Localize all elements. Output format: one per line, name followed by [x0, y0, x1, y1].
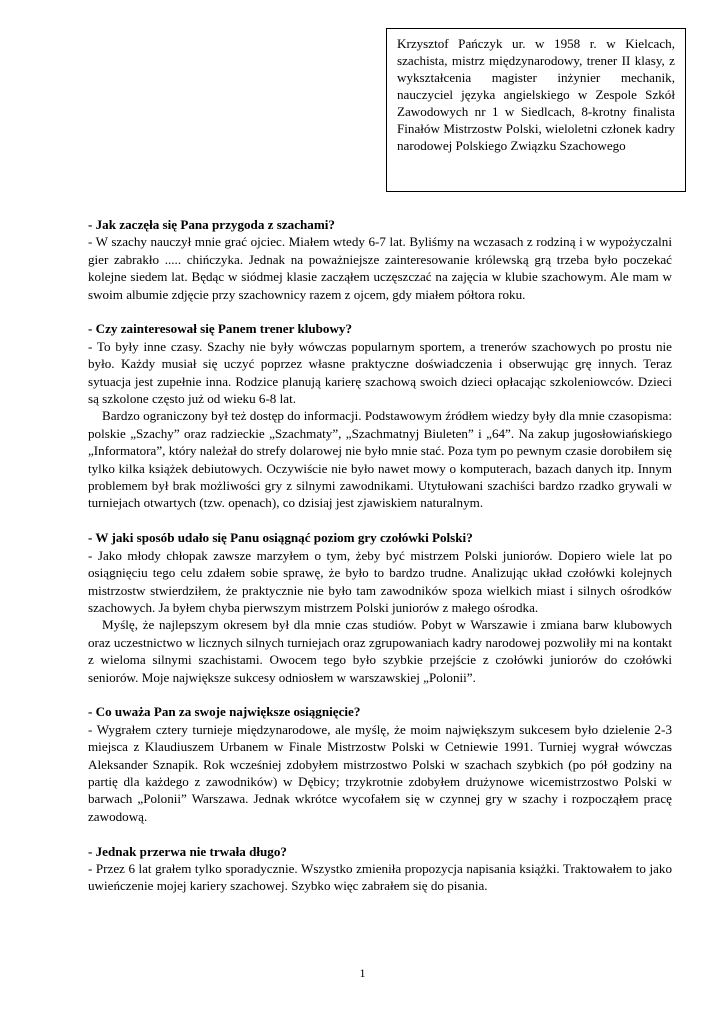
- interview-question: - Co uważa Pan za swoje największe osiągnięcie?: [88, 704, 361, 720]
- interview-question: - Czy zainteresował się Panem trener klubowy?: [88, 321, 353, 337]
- interview-section: [88, 216, 672, 303]
- interview-content: [88, 216, 672, 912]
- answer-paragraph: - Przez 6 lat grałem tylko sporadycznie. Wszystko zmieniła propozycja napisania książki. Traktowałem to jako uwieńczenie mojej kariery szachowej. Szybko więc zabrałem się do pisania.: [88, 860, 672, 894]
- page-number: 1: [359, 966, 366, 980]
- interview-section: [88, 703, 672, 825]
- interview-question: - W jaki sposób udało się Panu osiągnąć poziom gry czołówki Polski?: [88, 530, 473, 546]
- answer-paragraph: - W szachy nauczył mnie grać ojciec. Miałem wtedy 6-7 lat. Byliśmy na wczasach z rodziną i w wypożyczalni gier zabrakło ..... chińczyka. Jednak na poważniejsze zainteresowanie królewską grą trzeba było poczekać kolejne siedem lat. Będąc w siódmej klasie zacząłem uczęszczać na zajęcia w klubie szachowym. Ale mam w swoim albumie zdjęcie przy szachownicy razem z ojcem, gdy miałem półtora roku.: [88, 234, 672, 302]
- interview-section: [88, 843, 672, 895]
- answer-paragraph: - To były inne czasy. Szachy nie były wówczas popularnym sportem, a trenerów szachowych po prostu nie było. Każdy musiał się uczyć poprzez własne praktyczne doświadczenia i obserwując grę innych. Teraz sytuacja jest zupełnie inna. Rodzice planują karierę szachową swoich dzieci opłacając szkoleniowców. Dzieci są szkolone często już od wieku 6-8 lat.: [88, 338, 672, 407]
- answer-paragraph: - Jako młody chłopak zawsze marzyłem o tym, żeby być mistrzem Polski juniorów. Dopiero wiele lat po osiągnięciu tego celu zdałem sobie sprawę, że było to bardzo trudne. Analizując układ czołówki kolejnych mistrzostw stwierdziłem, że praktycznie nie było tam zawodników spoza wielkich miast i silnych ośrodków szachowych. Ja byłem chyba pierwszym mistrzem Polski juniorów z małego ośrodka.: [88, 547, 672, 615]
- answer-paragraph: - Wygrałem cztery turnieje międzynarodowe, ale myślę, że moim największym sukcesem było dzielenie 2-3 miejsca z Klaudiuszem Urbanem w Finale Mistrzostw Polski w Cetniewie 1991. Turniej wygrał wówczas Aleksander Sznapik. Rok wcześniej zdobyłem mistrzostwo Polski w szachach szybkich (po pół godziny na partię dla każdego z zawodników) w Dębicy; trzykrotnie zdobyłem drużynowe wicemistrzostwo Polski w barwach „Polonii” Warszawa. Jednak wkrótce wycofałem się w czynnej gry w szachy i rozpocząłem pracę zawodową.: [88, 721, 672, 824]
- answer-paragraph: Bardzo ograniczony był też dostęp do informacji. Podstawowym źródłem wiedzy były dla mnie czasopisma: polskie „Szachy” oraz radzieckie „Szachmaty”, „Szachmatnyj Biuleten” i „64”. Na zakup jugosłowiańskiego „Informatora”, który należał do strefy dolarowej nie było mnie stać. Poza tym po pewnym czasie dorobiłem się tylko kilka książek debiutowych. Oczywiście nie było nawet mowy o komputerach, bazach danych itp. Innym problemem był brak możliwości gry z silnymi zawodnikami. Utytułowani szachiści bardzo rzadko grywali w turniejach otwartych (tzw. openach), co dzisiaj jest zjawiskiem naturalnym.: [88, 408, 672, 511]
- interview-section: [88, 320, 672, 511]
- author-bio-box: Krzysztof Pańczyk ur. w 1958 r. w Kielcach, szachista, mistrz międzynarodowy, trener II klasy, z wykształcenia magister inżynier mechanik, nauczyciel języka angielskiego w Zespole Szkół Zawodowych nr 1 w Siedlcach, 8-krotny finalista Finałów Mistrzostw Polski, wieloletni członek kadry narodowej Polskiego Związku Szachowego: [386, 28, 686, 192]
- interview-section: [88, 529, 672, 686]
- answer-paragraph: Myślę, że najlepszym okresem był dla mnie czas studiów. Pobyt w Warszawie i zmiana barw klubowych oraz uczestnictwo w licznych silnych turniejach oraz zgrupowaniach kadry narodowej pozwoliły mi na kontakt z wieloma silnymi szachistami. Owocem tego było szybkie przejście z czołówki juniorów do czołówki seniorów. Moje największe sukcesy odniosłem w warszawskiej „Polonii”.: [88, 617, 672, 685]
- interview-question: - Jednak przerwa nie trwała długo?: [88, 843, 287, 859]
- interview-question: - Jak zaczęła się Pana przygoda z szachami?: [88, 217, 335, 232]
